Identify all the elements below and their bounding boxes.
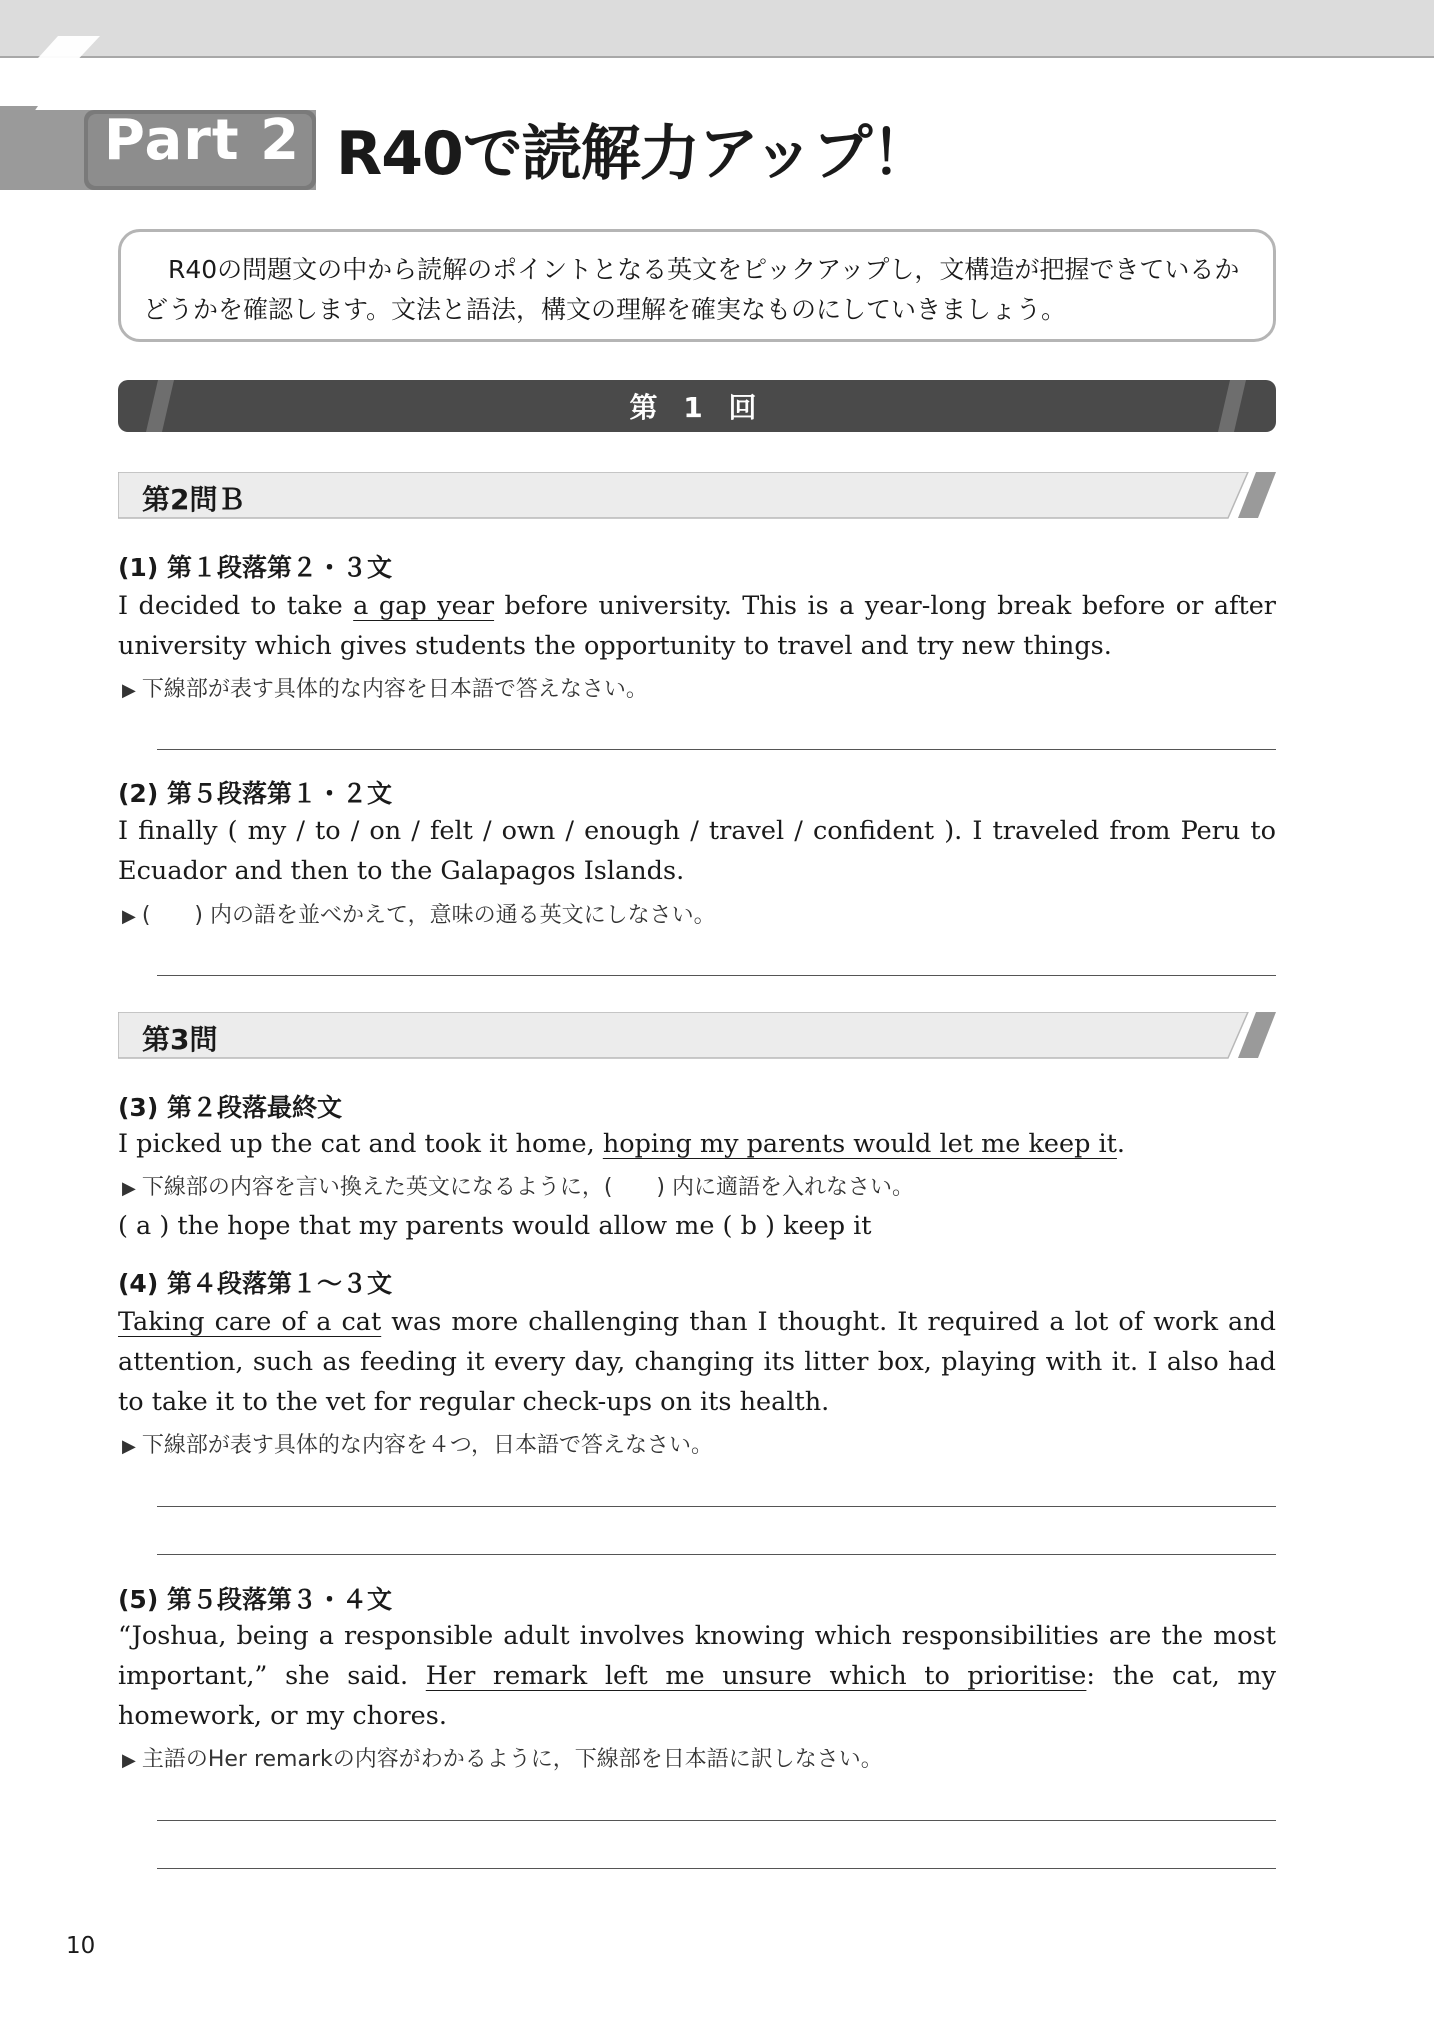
question-text: I decided to take a gap year before university. This is a year-long break before or after university which gives students the opportunity to travel and try new things. [118,591,1276,661]
intro-text: R40の問題文の中から読解のポイントとなる英文をピックアップし，文構造が把握できているかどうかを確認します。文法と語法，構文の理解を確実なものにしていきましょう。 [143,255,1240,324]
instruction: ▶ 下線部が表す具体的な内容を日本語で答えなさい。 [122,677,648,702]
section-header-bar [118,472,1276,520]
question-heading: (1) 第１段落第２・３文 [118,553,392,582]
instruction: ▶ 下線部が表す具体的な内容を４つ，日本語で答えなさい。 [122,1433,713,1458]
underlined-phrase: Taking care of a cat [118,1307,382,1337]
answer-line[interactable] [157,975,1276,976]
round-title: 第 1 回 [629,391,765,424]
section-title: 第3問 [142,1023,218,1056]
underlined-phrase: hoping my parents would let me keep it [602,1129,1117,1159]
triangle-icon: ▶ [122,1178,136,1199]
instruction: ▶ ( ) 内の語を並べかえて，意味の通る英文にしなさい。 [122,903,716,928]
question-heading: (5) 第５段落第３・４文 [118,1585,392,1614]
part-label: Part 2 [103,108,301,173]
intro-box [118,229,1276,342]
question-heading: (2) 第５段落第１・２文 [118,779,392,808]
section-title: 第2問Ｂ [142,483,246,516]
triangle-icon: ▶ [122,680,136,701]
triangle-icon: ▶ [122,1750,136,1771]
question-text: “Joshua, being a responsible adult involves knowing which responsibilities are the most important,” she said. Her remark left me unsure which to prioritise: the cat, my homework, or my chores. [118,1621,1277,1731]
question-text: I finally ( my / to / on / felt / own / enough / travel / confident ). I traveled from Peru to Ecuador and then to the Galapagos Islands. [118,816,1276,886]
answer-line[interactable] [157,1554,1276,1555]
question-text: I picked up the cat and took it home, hoping my parents would let me keep it. [118,1129,1126,1159]
triangle-icon: ▶ [122,906,136,927]
answer-line[interactable] [157,749,1276,750]
underlined-phrase: a gap year [353,591,495,621]
question-heading: (4) 第４段落第１～３文 [118,1269,392,1298]
question-heading: (3) 第２段落最終文 [118,1093,342,1122]
page-number: 10 [66,1933,96,1959]
page-title: R40で読解力アップ！ [336,119,931,189]
question-text: Taking care of a cat was more challenging than I thought. It required a lot of work and attention, such as feeding it every day, changing its litter box, playing with it. I also had to take it to the vet for regular check-ups on its health. [118,1307,1277,1417]
triangle-icon: ▶ [122,1436,136,1457]
answer-line[interactable] [157,1820,1276,1821]
answer-line[interactable] [157,1868,1276,1869]
instruction: ▶ 主語のHer remarkの内容がわかるように，下線部を日本語に訳しなさい。 [122,1747,883,1772]
answer-line[interactable] [157,1506,1276,1507]
section-header-bar [118,1012,1276,1060]
underlined-phrase: Her remark left me unsure which to prioritise [425,1661,1087,1691]
fill-in-sentence: ( a ) the hope that my parents would allow me ( b ) keep it [118,1211,872,1241]
instruction: ▶ 下線部の内容を言い換えた英文になるように，( ) 内に適語を入れなさい。 [122,1175,915,1200]
